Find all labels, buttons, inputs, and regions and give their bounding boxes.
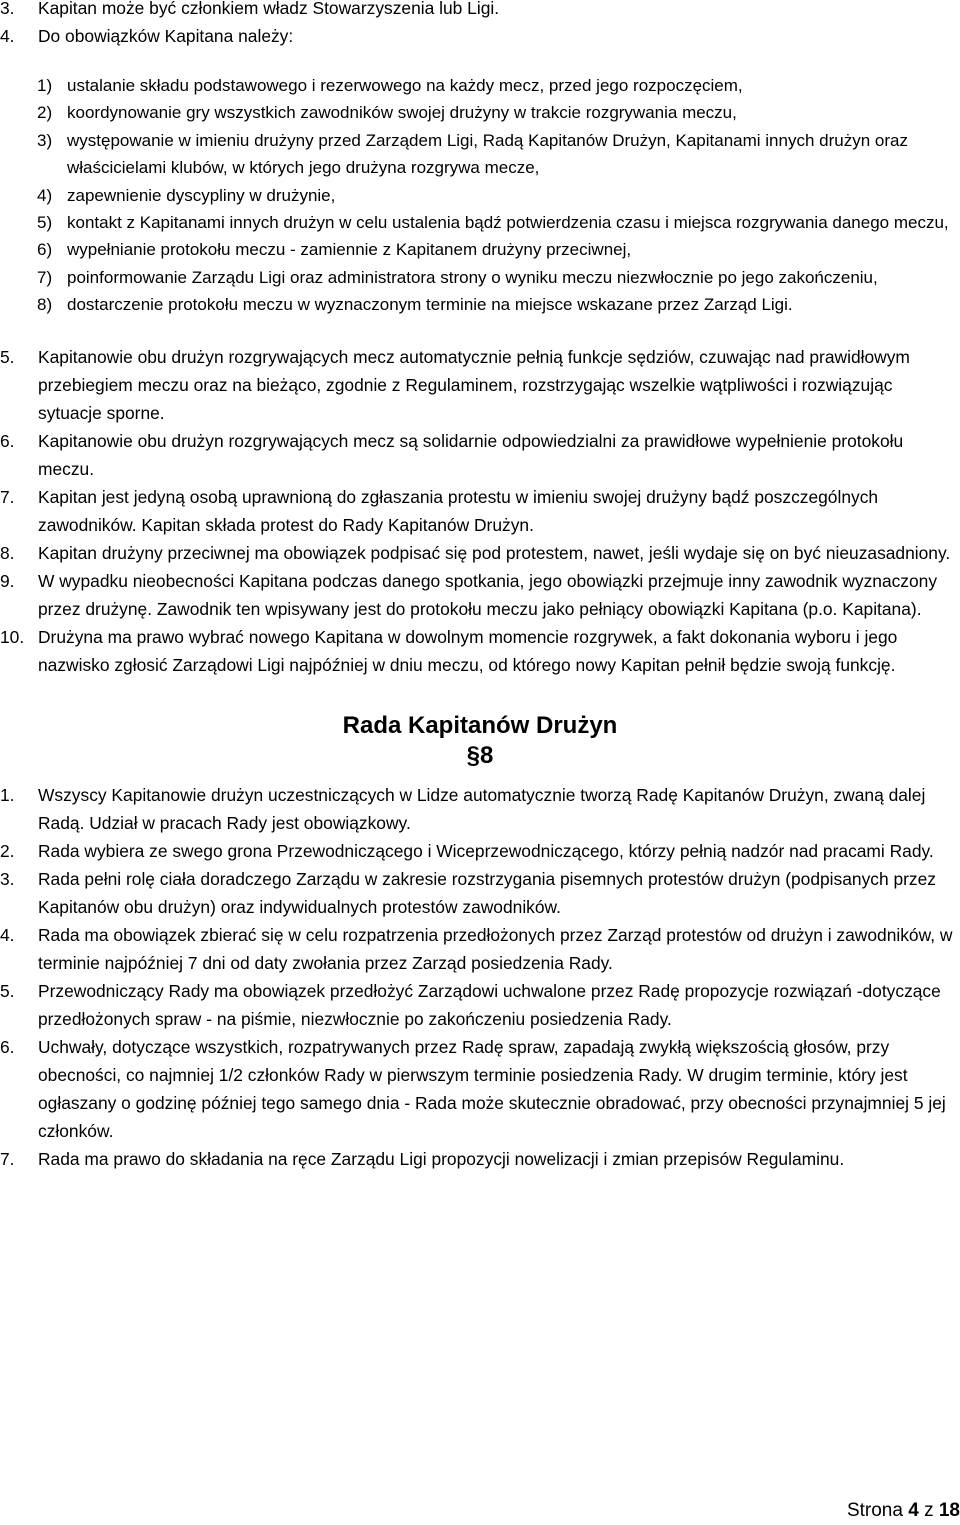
item-number: 1. [0, 784, 15, 805]
item-number: 6. [0, 1036, 15, 1057]
item-text: Rada wybiera ze swego grona Przewodniczącego i Wiceprzewodniczącego, którzy pełnią nadzór nad pracami Rady. [38, 840, 934, 861]
duty-text: koordynowanie gry wszystkich zawodników swojej drużyny w trakcie rozgrywania meczu, [67, 103, 737, 123]
duty-number: 7) [37, 267, 53, 287]
item-text: Kapitanowie obu drużyn rozgrywających mecz automatycznie pełnią funkcje sędziów, czuwając nad prawidłowym przebiegiem meczu oraz na bieżąco, zgodnie z Regulaminem, rozstrzygając wszelkie wątpliwości i rozwiązując sytuacje sporne. [38, 346, 910, 423]
footer-label: Strona [846, 1500, 903, 1521]
duty-text: kontakt z Kapitanami innych drużyn w celu ustalenia bądź potwierdzenia czasu i miejsca rozgrywania danego meczu, [67, 213, 949, 233]
item-number: 2. [0, 840, 15, 861]
item-number: 7. [0, 1148, 15, 1169]
item-text: Kapitan jest jedyną osobą uprawnioną do zgłaszania protestu w imieniu swojej drużyny bądź poszczególnych zawodników. Kapitan składa protest do Rady Kapitanów Drużyn. [38, 486, 879, 535]
duty-text: wypełnianie protokołu meczu - zamiennie z Kapitanem drużyny przeciwnej, [67, 240, 632, 260]
duty-number: 3) [37, 130, 53, 150]
item-number: 3. [0, 868, 15, 889]
item-number: 8. [0, 542, 15, 563]
list-item [0, 623, 956, 679]
duty-text: zapewnienie dyscypliny w drużynie, [67, 185, 336, 205]
item-text: Wszyscy Kapitanowie drużyn uczestniczących w Lidze automatycznie tworzą Radę Kapitanów Drużyn, zwaną dalej Radą. Udział w pracach Rady jest obowiązkowy. [38, 784, 926, 833]
council-list [0, 781, 960, 1173]
duty-item [0, 291, 952, 318]
item-text: Rada ma obowiązek zbierać się w celu rozpatrzenia przedłożonych przez Zarząd protestów od drużyn i zawodników, w terminie najpóźniej 7 dni od daty zwołania przez Zarząd posiedzenia Rady. [38, 924, 953, 973]
duty-text: dostarczenie protokołu meczu w wyznaczonym terminie na miejsce wskazane przez Zarząd Ligi. [67, 295, 793, 315]
list-item [0, 781, 956, 837]
duty-item [0, 72, 952, 99]
duty-number: 8) [37, 295, 53, 315]
duty-item [0, 99, 952, 126]
list-item [0, 567, 956, 623]
duty-item [0, 236, 952, 263]
list-item [0, 865, 956, 921]
item-number: 4. [0, 924, 15, 945]
duty-item [0, 264, 952, 291]
list-item [0, 837, 956, 865]
item-text: Kapitanowie obu drużyn rozgrywających mecz są solidarnie odpowiedzialni za prawidłowe wypełnienie protokołu meczu. [38, 430, 904, 479]
spacer [0, 319, 960, 343]
spacer [0, 50, 960, 72]
duty-number: 4) [37, 185, 53, 205]
item-text: Do obowiązków Kapitana należy: [38, 26, 294, 46]
duty-item [0, 209, 952, 236]
duties-list [0, 72, 960, 319]
duty-number: 5) [37, 213, 53, 233]
items-5-10 [0, 343, 960, 679]
duty-number: 1) [37, 76, 53, 95]
list-item [0, 977, 956, 1033]
item-number: 5. [0, 980, 15, 1001]
item-text: W wypadku nieobecności Kapitana podczas danego spotkania, jego obowiązki przejmuje inny zawodnik wyznaczony przez drużynę. Zawodnik ten wpisywany jest do protokołu meczu jako pełniący obowiązki Kapitana (p.o. Kapitana). [38, 570, 938, 619]
list-item [0, 22, 960, 50]
item-text: Kapitan drużyny przeciwnej ma obowiązek podpisać się pod protestem, nawet, jeśli wydaje się on być nieuzasadniony. [38, 542, 951, 563]
section-title: Rada Kapitanów Drużyn [342, 711, 618, 739]
item-number: 4. [0, 26, 15, 46]
duty-number: 2) [37, 103, 53, 123]
duty-number: 6) [37, 240, 53, 260]
list-item [0, 343, 956, 427]
item-number: 9. [0, 570, 15, 591]
item-number: 6. [0, 430, 15, 451]
footer-page-number: 4 [908, 1500, 919, 1521]
list-item [0, 1033, 956, 1145]
list-item [0, 921, 956, 977]
duty-text: poinformowanie Zarządu Ligi oraz administratora strony o wyniku meczu niezwłocznie po jego zakończeniu, [67, 267, 878, 287]
duty-text: ustalanie składu podstawowego i rezerwowego na każdy mecz, przed jego rozpoczęciem, [67, 76, 743, 95]
list-item [0, 0, 960, 22]
item-text: Rada ma prawo do składania na ręce Zarządu Ligi propozycji nowelizacji i zmian przepisów Regulaminu. [38, 1148, 845, 1169]
spacer [0, 679, 960, 711]
item-text: Kapitan może być członkiem władz Stowarzyszenia lub Ligi. [38, 0, 500, 18]
footer-total-pages: 18 [938, 1500, 960, 1521]
footer-of: z [924, 1500, 934, 1521]
item-number: 7. [0, 486, 15, 507]
list-item [0, 427, 956, 483]
item-text: Rada pełni rolę ciała doradczego Zarządu w zakresie rozstrzygania pisemnych protestów drużyn (podpisanych przez Kapitanów obu drużyn) oraz indywidualnych protestów zawodników. [38, 868, 936, 917]
spacer [0, 771, 960, 781]
duty-text: występowanie w imieniu drużyny przed Zarządem Ligi, Radą Kapitanów Drużyn, Kapitanami innych drużyn oraz właścicielami klubów, w których jego drużyna rozgrywa mecze, [67, 130, 908, 178]
item-text: Drużyna ma prawo wybrać nowego Kapitana w dowolnym momencie rozgrywek, a fakt dokonania wyboru i jego nazwisko zgłosić Zarządowi Ligi najpóźniej w dniu meczu, od którego nowy Kapitan pełnił będzie swoją funkcję. [38, 626, 898, 675]
item-number: 10. [0, 626, 25, 647]
item-number: 5. [0, 346, 15, 367]
list-item [0, 483, 956, 539]
page-footer [847, 1500, 960, 1522]
list-item [0, 1145, 956, 1173]
duty-item [0, 182, 952, 209]
item-text: Uchwały, dotyczące wszystkich, rozpatrywanych przez Radę spraw, zapadają zwykłą większością głosów, przy obecności, co najmniej 1/2 członków Rady w pierwszym terminie posiedzenia Rady. W drugim terminie, który jest ogłaszany o godzinę później tego samego dnia - Rada może skutecznie obradować, przy obecności przynajmniej 5 jej członków. [38, 1036, 946, 1141]
item-number: 3. [0, 0, 15, 18]
duty-item [0, 127, 952, 182]
item-text: Przewodniczący Rady ma obowiązek przedłożyć Zarządowi uchwalone przez Radę propozycje rozwiązań -dotyczące przedłożonych spraw - na piśmie, niezwłocznie po zakończeniu posiedzenia Rady. [38, 980, 941, 1029]
section-sign: §8 [466, 741, 494, 769]
list-item [0, 539, 956, 567]
